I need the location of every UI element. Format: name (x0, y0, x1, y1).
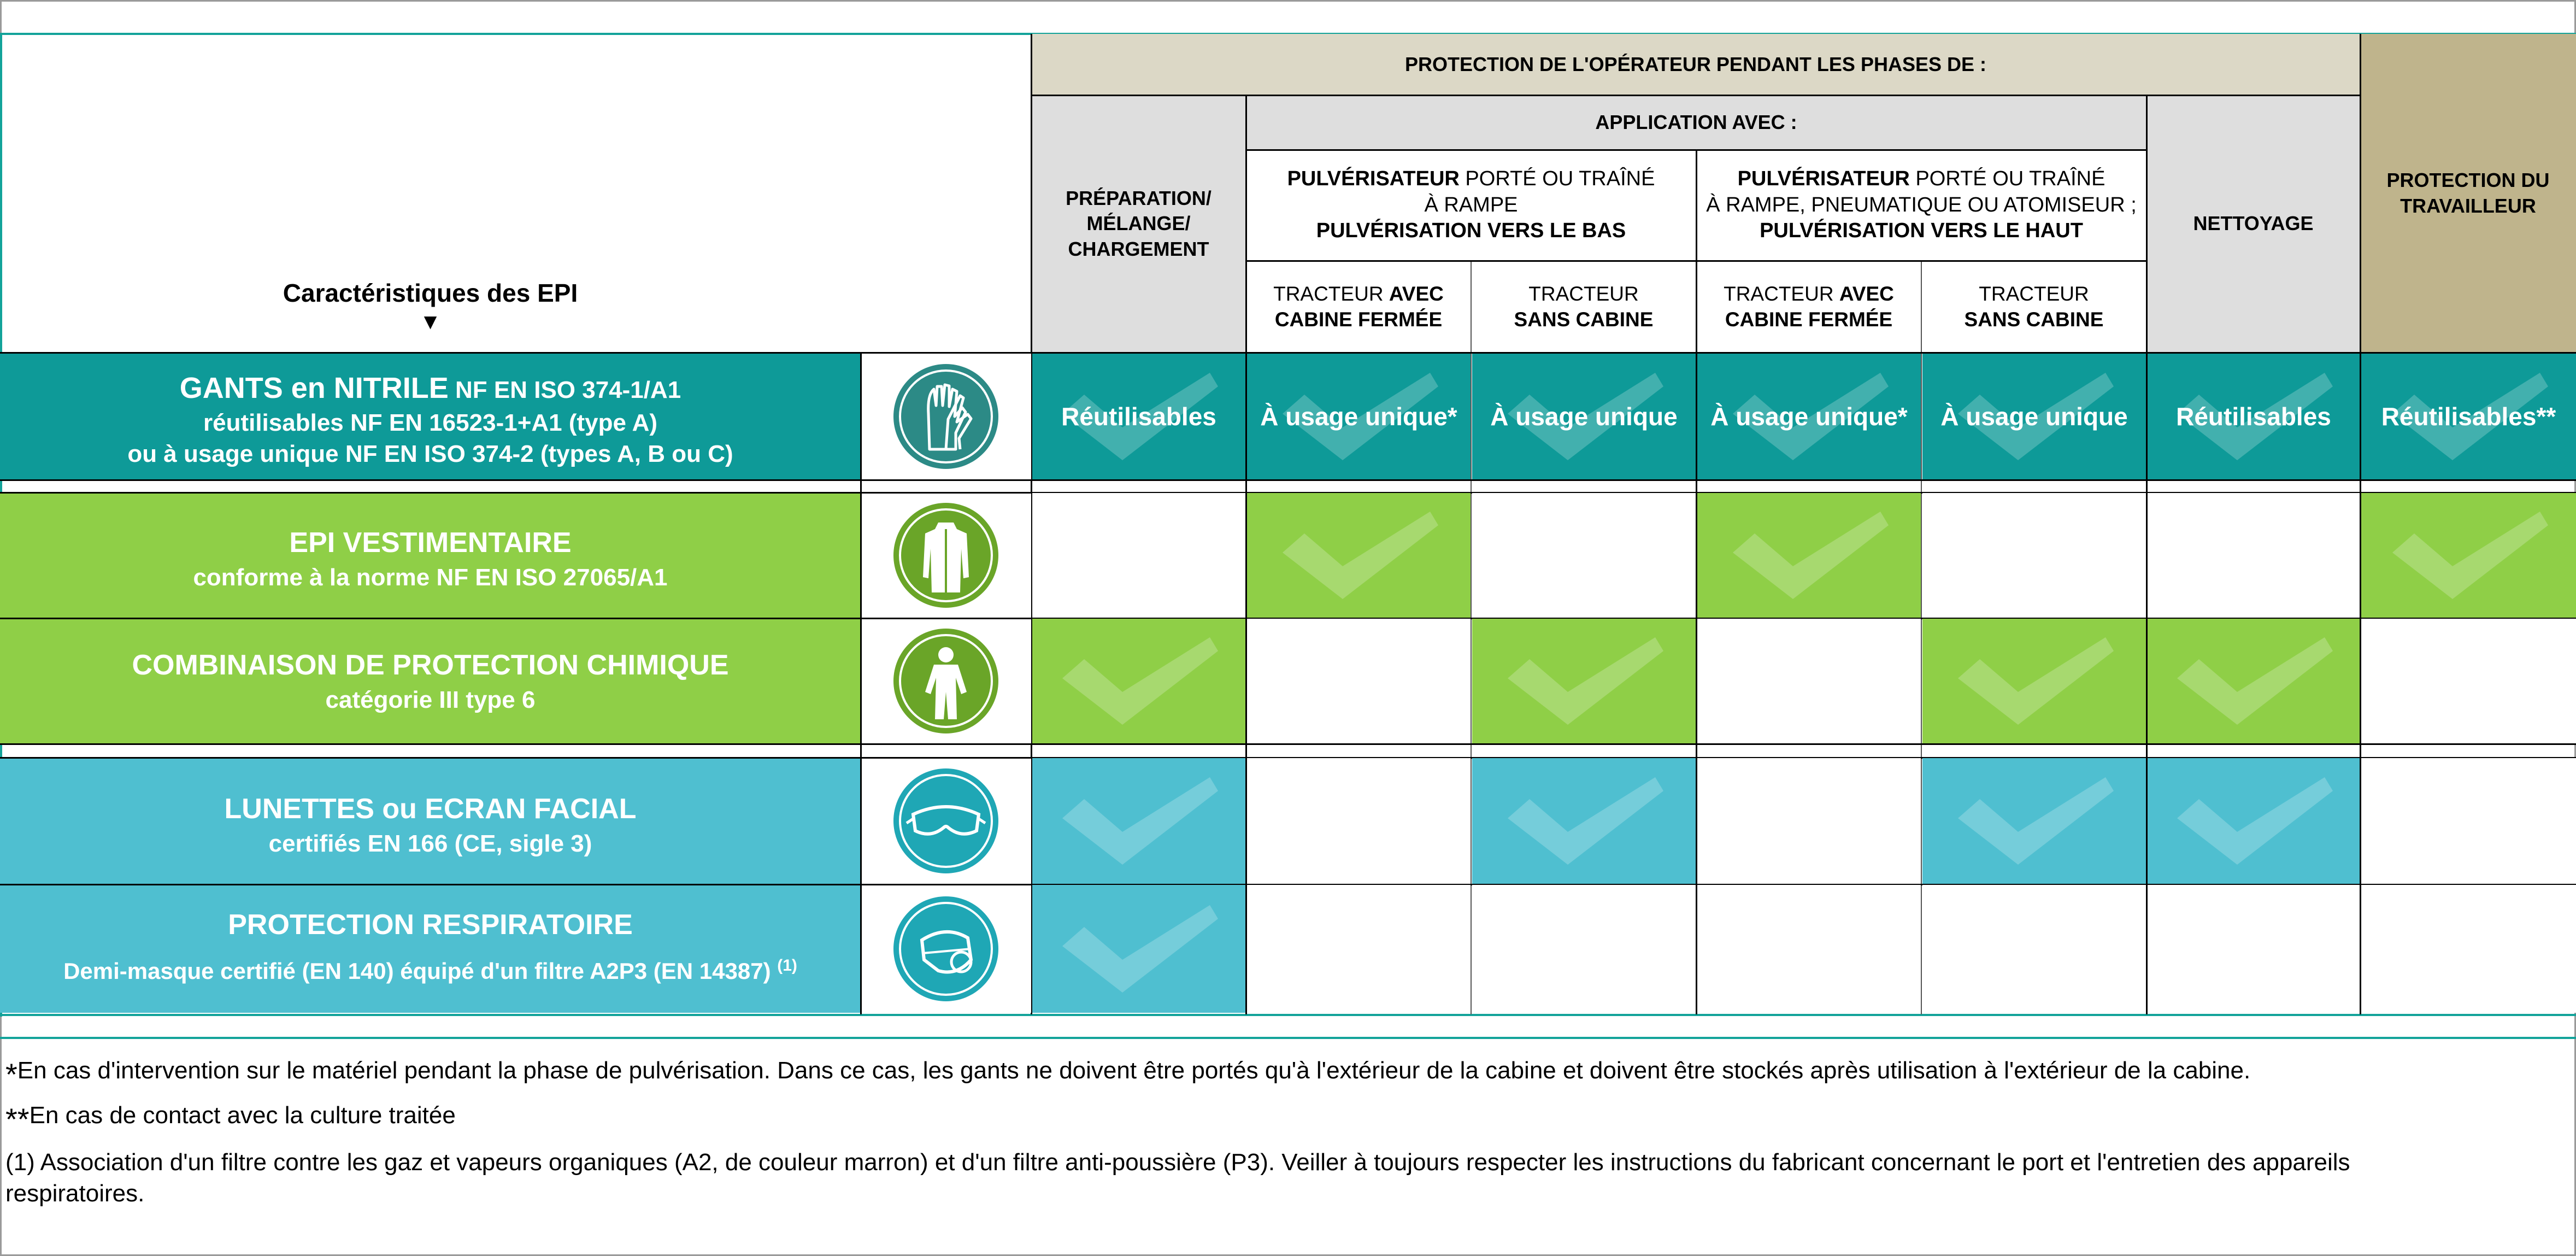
group-down-l3: PULVÉRISATION VERS LE BAS (1316, 219, 1626, 243)
row-clothing-line2: conforme à la norme NF EN ISO 27065/A1 (193, 564, 668, 591)
cell-checked (1032, 885, 1245, 1013)
cell-text (1032, 354, 1245, 479)
cell-checked (1032, 758, 1245, 884)
checkmark-icon (1051, 766, 1226, 876)
group-up-l1-bold: PULVÉRISATEUR (1737, 167, 1910, 191)
cell-text (1697, 354, 1921, 479)
cell-empty (1922, 885, 2146, 1013)
sub-sans-2-l1: TRACTEUR (1979, 282, 2089, 305)
row-coverall-line2: catégorie III type 6 (325, 686, 536, 713)
checkmark-icon (1947, 626, 2122, 736)
down-arrow-icon: ▼ (419, 309, 442, 334)
cell-usage-label: À usage unique (1940, 402, 2128, 431)
row-coverall-label (0, 619, 861, 743)
checkmark-icon (2166, 766, 2341, 876)
cell-usage-label: À usage unique (1490, 402, 1678, 431)
grid-line (0, 743, 2576, 745)
application-header (1246, 95, 2146, 150)
row-respirator-label (0, 885, 861, 1013)
sub-avec-2-l2: CABINE FERMÉE (1725, 308, 1893, 331)
cell-empty (1247, 758, 1471, 884)
footnote-1 (5, 1055, 2563, 1095)
checkmark-icon (1051, 894, 1226, 1003)
row-gloves-icon-cell (861, 354, 1031, 479)
cell-empty (1697, 885, 1921, 1013)
row-goggles-title: LUNETTES ou ECRAN FACIAL (224, 793, 637, 825)
group-up-l2: À RAMPE, PNEUMATIQUE OU ATOMISEUR ; (1706, 193, 2137, 216)
footnote-top-line (0, 1037, 2576, 1039)
grid-line (1031, 95, 2360, 96)
row-respirator-line2: Demi-masque certifié (EN 140) équipé d'un filtre A2P3 (EN 14387) (63, 958, 771, 984)
group-down-l1-rest: PORTÉ OU TRAÎNÉ (1459, 167, 1655, 191)
grid-line (1471, 261, 1472, 1014)
coverall-icon (891, 626, 1001, 736)
application-label: APPLICATION AVEC : (1595, 110, 1797, 133)
cell-text (2148, 354, 2360, 479)
cell-checked (2361, 493, 2576, 618)
cell-text (1472, 354, 1696, 479)
group-down-l2: À RAMPE (1424, 193, 1518, 216)
phases-header (1031, 34, 2360, 95)
row-clothing-label (0, 493, 861, 618)
sub-avec-1-l2: CABINE FERMÉE (1274, 308, 1443, 331)
nettoyage-label: NETTOYAGE (2193, 212, 2314, 235)
sub-sans-2-l2: SANS CABINE (1964, 308, 2104, 331)
sub-sans-1-l1: TRACTEUR (1528, 282, 1639, 305)
respirator-mask-icon (891, 894, 1001, 1003)
row-respirator-title: PROTECTION RESPIRATOIRE (228, 909, 633, 941)
grid-line (1246, 260, 2146, 262)
row-gloves-line2: réutilisables NF EN 16523-1+A1 (type A) (203, 409, 657, 437)
epi-characteristics-text: Caractéristiques des EPI (283, 278, 578, 307)
footnote-3-text: (1) Association d'un filtre contre les gaz et vapeurs organiques (A2, de couleur marron) et d'un filtre anti-poussière (P3). Veiller à toujours respecter les instructions du fabricant concernant le port et l'entretien des appareils respiratoires. (5, 1149, 2350, 1207)
cell-empty (2148, 493, 2360, 618)
grid-line (1921, 261, 1922, 1014)
gloves-icon (891, 362, 1001, 471)
sub-avec-1-a: TRACTEUR (1273, 282, 1389, 305)
cell-checked (1472, 619, 1696, 743)
row-gloves-line3: ou à usage unique NF EN ISO 374-2 (types A, B ou C) (127, 441, 733, 468)
sub-avec-2-a: TRACTEUR (1724, 282, 1839, 305)
checkmark-icon (1497, 766, 1672, 876)
cell-usage-label: Réutilisables (2176, 402, 2331, 431)
footnote-2-star: ** (5, 1102, 30, 1136)
epi-characteristics-label (0, 268, 861, 344)
row-goggles-icon-cell (861, 758, 1031, 884)
cell-empty (1472, 493, 1696, 618)
row-gloves-title-suffix: NF EN ISO 374-1/A1 (448, 377, 681, 403)
cell-usage-label: Réutilisables (1061, 402, 1216, 431)
footnote-3 (5, 1147, 2437, 1209)
worker-protection-header (2360, 34, 2576, 353)
sub-avec-2 (1696, 261, 1921, 353)
grid-line (0, 479, 2576, 481)
cell-checked (1247, 493, 1471, 618)
cell-text (1922, 354, 2146, 479)
cell-checked (1032, 619, 1245, 743)
preparation-header (1031, 95, 1246, 353)
cell-checked (2148, 619, 2360, 743)
coat-icon (891, 501, 1001, 610)
row-goggles-label (0, 758, 861, 884)
grid-line (1246, 149, 2146, 151)
cell-usage-label: Réutilisables** (2381, 402, 2556, 431)
cell-empty (2361, 619, 2576, 743)
table-bottom-line (0, 1014, 2576, 1016)
sub-avec-1-b: AVEC (1389, 282, 1444, 305)
sub-avec-1 (1246, 261, 1471, 353)
cell-checked (1472, 758, 1696, 884)
cell-empty (2361, 885, 2576, 1013)
row-respirator-footnote-ref: (1) (777, 956, 797, 975)
checkmark-icon (1272, 501, 1446, 610)
footnote-2-text: En cas de contact avec la culture traitée (29, 1102, 456, 1129)
group-up-l1-rest: PORTÉ OU TRAÎNÉ (1909, 167, 2106, 191)
cell-usage-label: À usage unique* (1260, 402, 1457, 431)
checkmark-icon (1947, 766, 2122, 876)
cell-empty (1697, 619, 1921, 743)
checkmark-icon (1051, 626, 1226, 736)
row-goggles-line2: certifiés EN 166 (CE, sigle 3) (268, 830, 592, 857)
cell-empty (1247, 619, 1471, 743)
footnote-2 (5, 1100, 2563, 1140)
group-up-header (1696, 150, 2146, 261)
group-down-header (1246, 150, 1696, 261)
cell-text (2361, 354, 2576, 479)
checkmark-icon (2381, 501, 2556, 610)
cell-checked (1922, 758, 2146, 884)
checkmark-icon (1722, 501, 1897, 610)
cell-empty (1247, 885, 1471, 1013)
group-down-l1-bold: PULVÉRISATEUR (1287, 167, 1460, 191)
phases-header-text: PROTECTION DE L'OPÉRATEUR PENDANT LES PHASES DE : (1405, 52, 1986, 75)
group-up-l3: PULVÉRISATION VERS LE HAUT (1760, 219, 2083, 243)
nettoyage-header (2146, 95, 2360, 353)
cell-empty (2361, 758, 2576, 884)
cell-empty (2148, 885, 2360, 1013)
cell-empty (1472, 885, 1696, 1013)
row-gloves-title: GANTS en NITRILE (179, 372, 449, 404)
footnote-1-star: * (5, 1057, 17, 1091)
cell-text (1247, 354, 1471, 479)
checkmark-icon (2166, 626, 2341, 736)
cell-usage-label: À usage unique* (1710, 402, 1908, 431)
sub-avec-2-b: AVEC (1839, 282, 1894, 305)
sub-sans-2 (1921, 261, 2146, 353)
footnote-1-text: En cas d'intervention sur le matériel pendant la phase de pulvérisation. Dans ce cas, les gants ne doivent être portés qu'à l'extérieur de la cabine et doivent être stockés après utilisation à l'extérieur de la cabine. (17, 1057, 2251, 1084)
cell-checked (2148, 758, 2360, 884)
cell-empty (1032, 493, 1245, 618)
cell-checked (1697, 493, 1921, 618)
sub-sans-1-l2: SANS CABINE (1514, 308, 1654, 331)
worker-protection-label: PROTECTION DU TRAVAILLEUR (2386, 169, 2550, 217)
grid-line (860, 352, 862, 1014)
checkmark-icon (1497, 626, 1672, 736)
preparation-label: PRÉPARATION/ MÉLANGE/ CHARGEMENT (1066, 187, 1211, 260)
row-coverall-icon-cell (861, 619, 1031, 743)
cell-empty (1922, 493, 2146, 618)
cell-checked (1922, 619, 2146, 743)
row-clothing-title: EPI VESTIMENTAIRE (289, 527, 572, 559)
goggles-icon (891, 766, 1001, 876)
row-respirator-icon-cell (861, 885, 1031, 1013)
row-coverall-title: COMBINAISON DE PROTECTION CHIMIQUE (132, 649, 729, 681)
row-gloves-label (0, 354, 861, 479)
row-clothing-icon-cell (861, 493, 1031, 618)
sub-sans-1 (1471, 261, 1696, 353)
cell-empty (1697, 758, 1921, 884)
